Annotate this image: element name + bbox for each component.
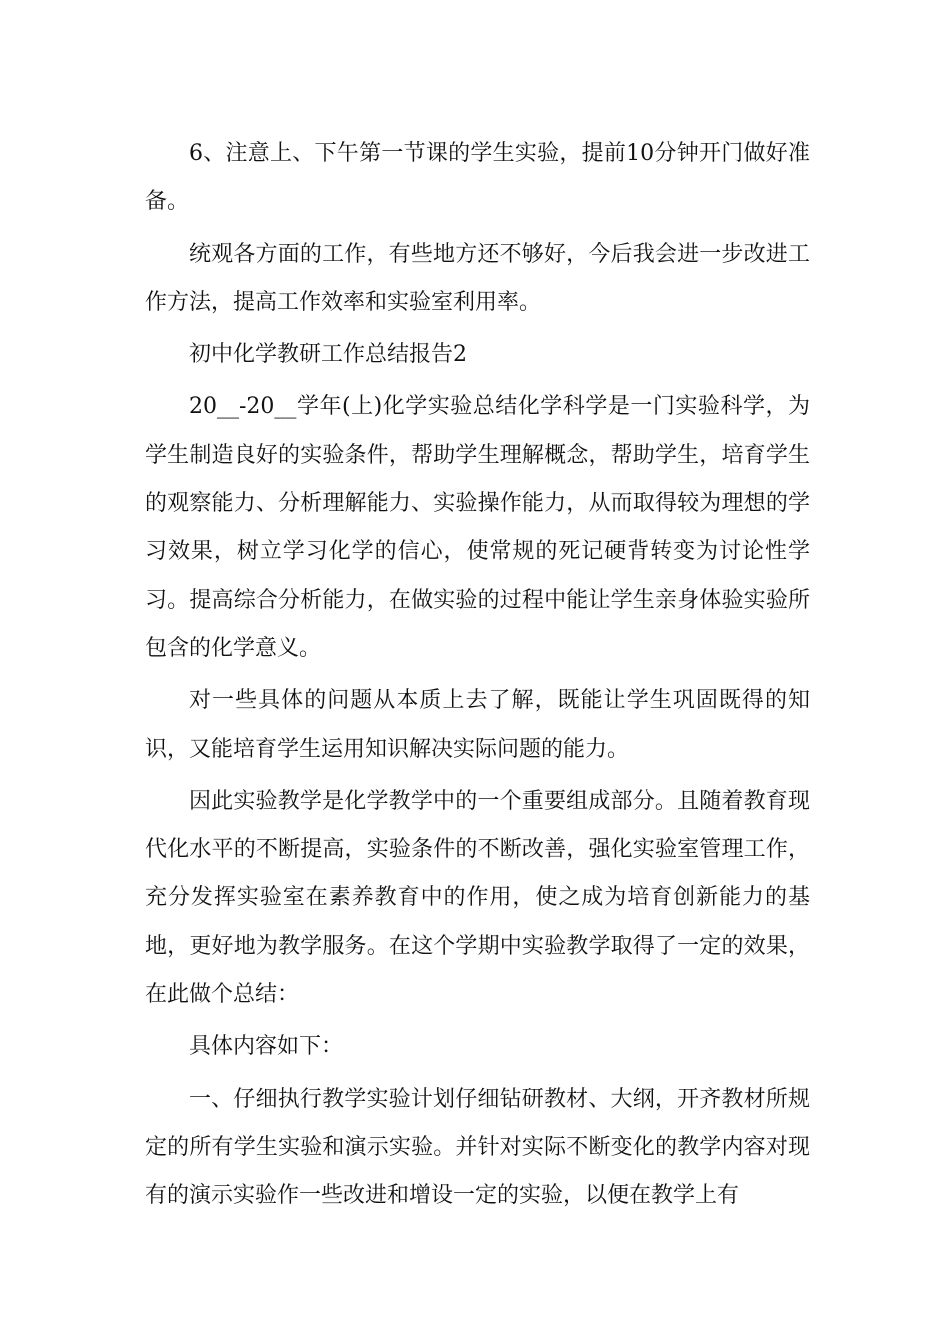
paragraph-summary: 统观各方面的工作，有些地方还不够好，今后我会进一步改进工作方法，提高工作效率和实验室利用率。 (145, 241, 810, 315)
paragraph-intro: 20__-20__学年(上)化学实验总结化学科学是一门实验科学，为学生制造良好的实验条件，帮助学生理解概念，帮助学生，培育学生的观察能力、分析理解能力、实验操作能力，从而取得较为理想的学习效果，树立学习化学的信心，使常规的死记硬背转变为讨论性学习。提高综合分析能力，在做实验的过程中能让学生亲身体验实验所包含的化学意义。 (145, 394, 810, 661)
section-title: 初中化学教研工作总结报告2 (189, 342, 467, 368)
paragraph-details-label: 具体内容如下： (189, 1034, 344, 1060)
paragraph-importance: 因此实验教学是化学教学中的一个重要组成部分。且随着教育现代化水平的不断提高，实验条件的不断改善，强化实验室管理工作，充分发挥实验室在素养教育中的作用，使之成为培育创新能力的基地，更好地为教学服务。在这个学期中实验教学取得了一定的效果，在此做个总结： (145, 788, 810, 1008)
paragraph-understanding: 对一些具体的问题从本质上去了解，既能让学生巩固既得的知识，又能培育学生运用知识解决实际问题的能力。 (145, 688, 810, 762)
paragraph-item-6: 6、注意上、下午第一节课的学生实验，提前10分钟开门做好准备。 (145, 141, 810, 215)
paragraph-point-one: 一、仔细执行教学实验计划仔细钻研教材、大纲，开齐教材所规定的所有学生实验和演示实验。并针对实际不断变化的教学内容对现有的演示实验作一些改进和增设一定的实验，以便在教学上有 (145, 1086, 810, 1209)
document-body (145, 130, 810, 1225)
